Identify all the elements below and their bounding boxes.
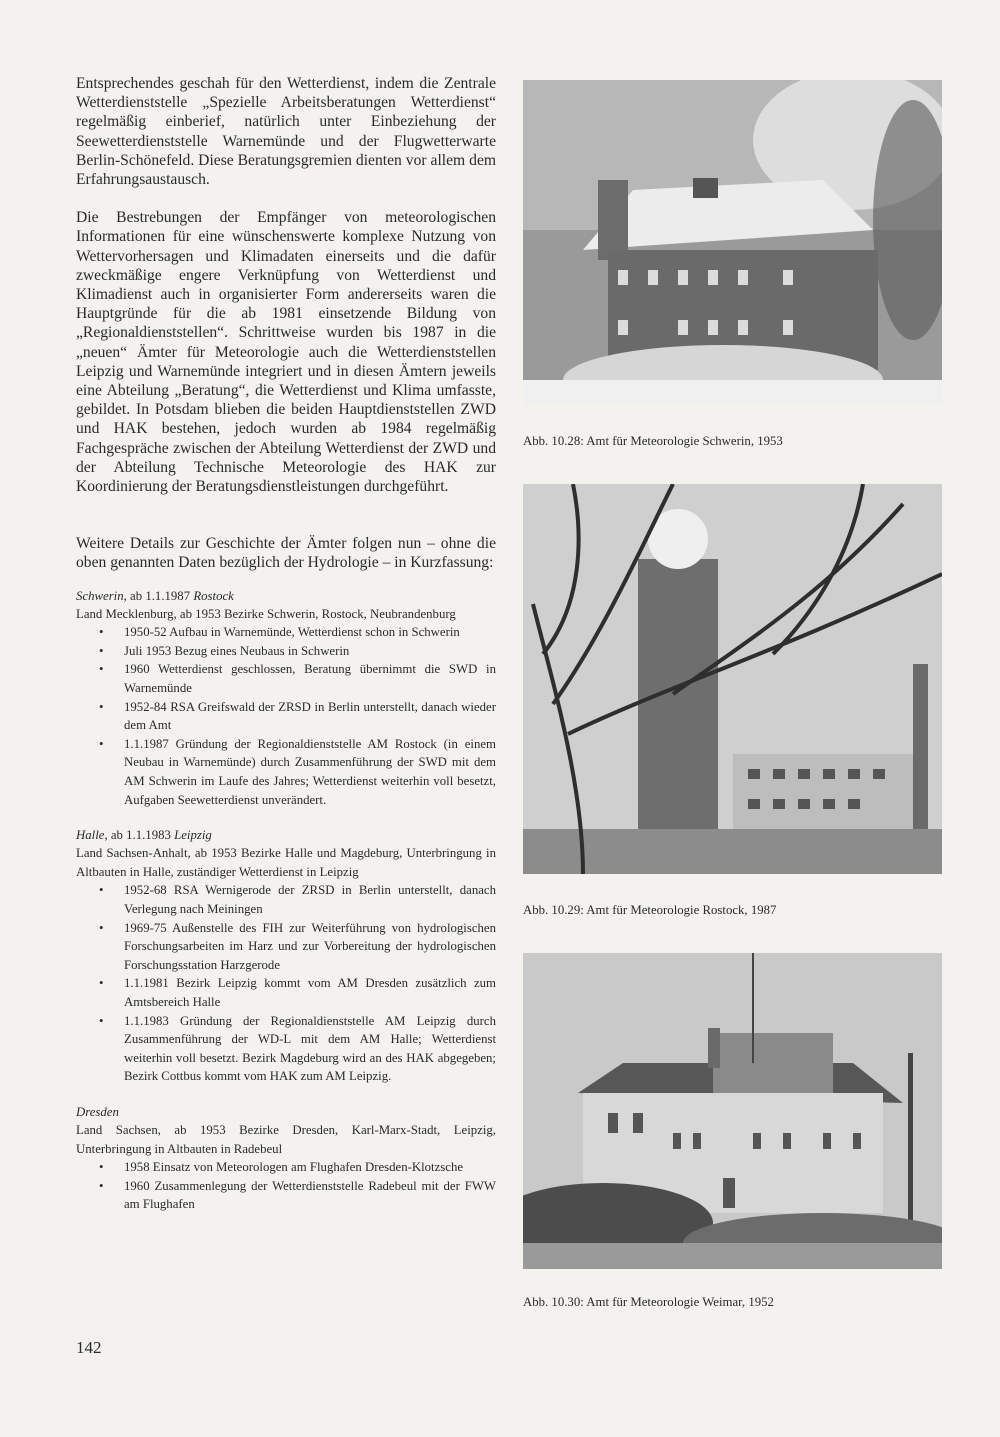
list-item: • 1952-84 RSA Greifswald der ZRSD in Berlin unterstellt, danach wieder dem Amt <box>76 698 496 735</box>
list-item: • 1950-52 Aufbau in Warnemünde, Wetterdienst schon in Schwerin <box>76 623 496 642</box>
bullet-list <box>76 623 496 809</box>
photo-schwerin <box>523 80 942 405</box>
section-heading-schwerin <box>76 587 496 605</box>
figure-caption: Abb. 10.30: Amt für Meteorologie Weimar, 1952 <box>523 1295 774 1309</box>
section-date: , ab 1.1.1983 <box>104 828 175 843</box>
building-photo-image <box>523 80 942 405</box>
figure-caption: Abb. 10.29: Amt für Meteorologie Rostock, 1987 <box>523 903 777 917</box>
main-text-column <box>76 74 496 1214</box>
section-new-city: Leipzig <box>174 828 212 843</box>
section-date: , ab 1.1.1987 <box>123 588 194 603</box>
figure-caption: Abb. 10.28: Amt für Meteorologie Schwerin, 1953 <box>523 434 783 448</box>
list-item: • Juli 1953 Bezug eines Neubaus in Schwerin <box>76 642 496 661</box>
list-item: • 1.1.1981 Bezirk Leipzig kommt vom AM Dresden zusätzlich zum Amtsbereich Halle <box>76 974 496 1011</box>
section-intro: Land Sachsen-Anhalt, ab 1953 Bezirke Halle und Magdeburg, Unterbringung in Altbauten in Halle, zuständiger Wetterdienst in Leipzig <box>76 846 496 879</box>
bullet-list <box>76 1158 496 1214</box>
building-photo-image <box>523 484 942 874</box>
list-item: • 1960 Wetterdienst geschlossen, Beratung übernimmt die SWD in Warnemünde <box>76 660 496 697</box>
list-item: • 1969-75 Außenstelle des FIH zur Weiterführung von hydrologischen Forschungsarbeiten im Harz und zur Vorbereitung der hydrologischen Forschungsstation Harzgerode <box>76 919 496 975</box>
bullet-list <box>76 881 496 1086</box>
section-city: Schwerin <box>76 588 124 603</box>
section-heading-dresden <box>76 1103 496 1121</box>
section-city: Dresden <box>76 1104 119 1119</box>
page-number: 142 <box>76 1338 102 1357</box>
list-item: • 1.1.1987 Gründung der Regionaldienststelle AM Rostock (in einem Neubau in Warnemünde) durch Zusammenführung der SWD mit dem AM Schwerin im Laufe des Jahres; Wetterdienst weiterhin voll besetzt, Aufgaben Seewetterdienst unverändert. <box>76 735 496 809</box>
paragraph-2: Die Bestrebungen der Empfänger von meteorologischen Informationen für eine wünschenswerte komplexe Nutzung von Wettervorhersagen und Klimadaten einerseits und die dafür zweckmäßige engere Verknüpfung von Wetterdienst und Klimadienst auch in organisierter Form andererseits waren die Hauptgründe für die ab 1981 einsetzende Bildung von „Regionaldienststellen“. Schrittweise wurden bis 1987 in die „neuen“ Ämter für Meteorologie auch die Wetterdienststellen Leipzig und Warnemünde integriert und in diesen Ämtern jeweils eine Abteilung „Beratung“, die Wetterdienst und Klima umfasste, gebildet. In Potsdam blieben die beiden Hauptdienststellen ZWD und HAK bestehen, jedoch wurden ab 1984 regelmäßig Fachgespräche zwischen der Abteilung Wetterdienst der ZWD und der Abteilung Technische Meteorologie des HAK zur Koordinierung der Beratungsdienstleistungen durchgeführt. <box>76 209 496 496</box>
section-heading-halle <box>76 826 496 844</box>
list-item: • 1958 Einsatz von Meteorologen am Flughafen Dresden-Klotzsche <box>76 1158 496 1177</box>
list-item: • 1.1.1983 Gründung der Regionaldienststelle AM Leipzig durch Zusammenführung der WD-L mit dem AM Halle; Wetterdienst weiterhin voll besetzt. Bezirk Magdeburg wird an des HAK abgegeben; Bezirk Cottbus kommt vom HAK zum AM Leipzig. <box>76 1012 496 1086</box>
section-intro: Land Mecklenburg, ab 1953 Bezirke Schwerin, Rostock, Neubrandenburg <box>76 606 456 621</box>
photo-rostock <box>523 484 942 874</box>
list-item: • 1960 Zusammenlegung der Wetterdienststelle Radebeul mit der FWW am Flughafen <box>76 1177 496 1214</box>
building-photo-image <box>523 953 942 1269</box>
section-city: Halle <box>76 828 105 843</box>
section-intro: Land Sachsen, ab 1953 Bezirke Dresden, Karl-Marx-Stadt, Leipzig, Unterbringung in Altbauten in Radebeul <box>76 1122 496 1156</box>
photo-weimar <box>523 953 942 1269</box>
section-new-city: Rostock <box>193 588 234 603</box>
list-item: • 1952-68 RSA Wernigerode der ZRSD in Berlin unterstellt, danach Verlegung nach Meiningen <box>76 881 496 918</box>
paragraph-3: Weitere Details zur Geschichte der Ämter folgen nun – ohne die oben genannten Daten bezüglich der Hydrologie – in Kurzfassung: <box>76 535 496 572</box>
paragraph-1: Entsprechendes geschah für den Wetterdienst, indem die Zentrale Wetterdienststelle „Spezielle Arbeitsberatungen Wetterdienst“ regelmäßig einberief, natürlich unter Einbeziehung der Seewetterdienststelle Warnemünde und der Flugwetterwarte Berlin-Schönefeld. Diese Beratungsgremien dienten vor allem dem Erfahrungsaustausch. <box>76 75 496 189</box>
